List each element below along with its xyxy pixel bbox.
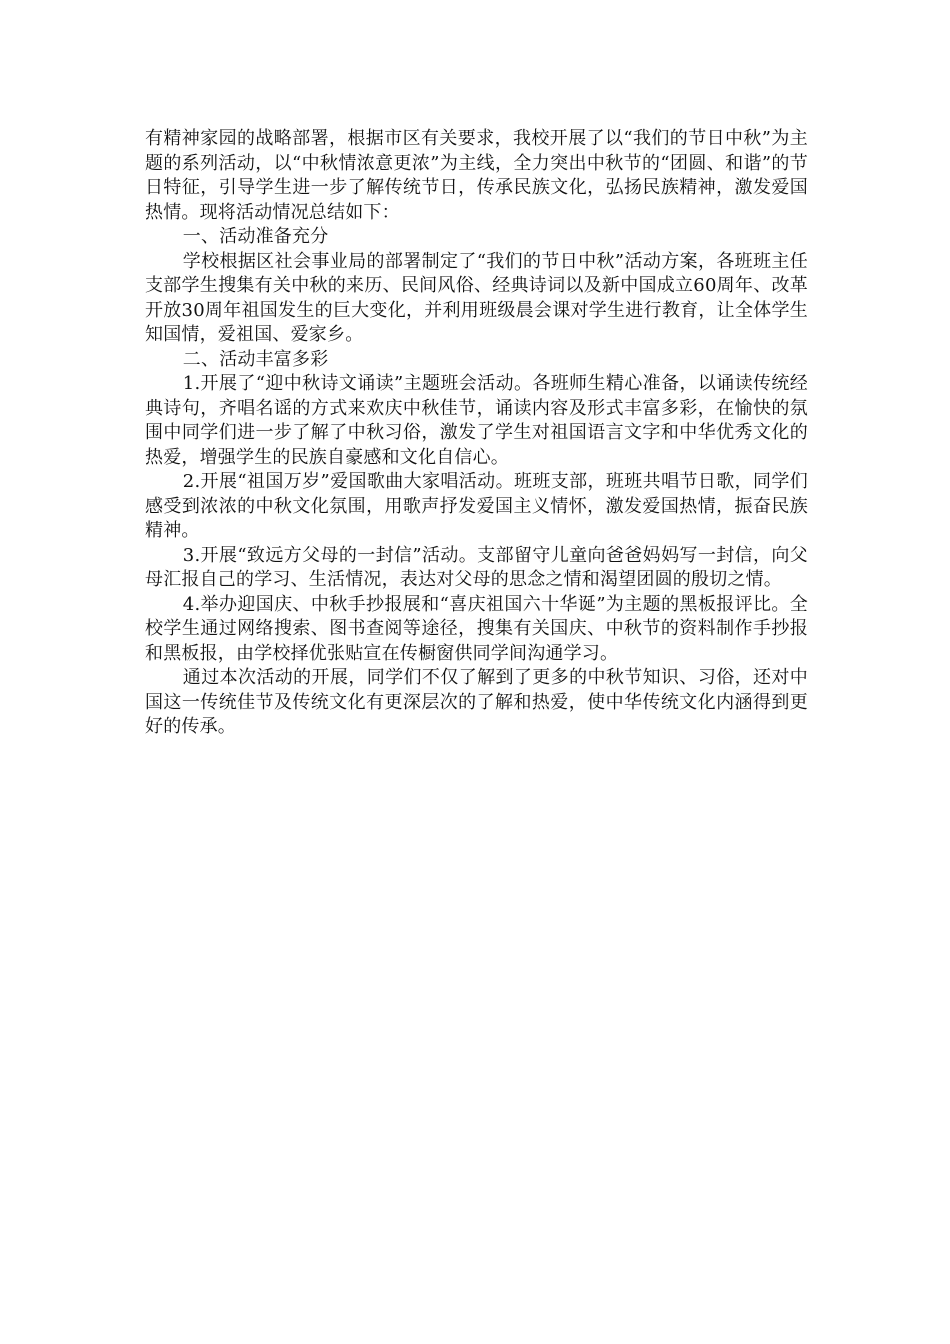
preparation-paragraph: 学校根据区社会事业局的部署制定了“我们的节日中秋”活动方案，各班班主任支部学生搜集有关中秋的来历、民间风俗、经典诗词以及新中国成立60周年、改革开放30周年祖国发生的巨大变化，并利用班级晨会课对学生进行教育，让全体学生知国情，爱祖国、爱家乡。 — [145, 250, 808, 345]
intro-paragraph: 有精神家园的战略部署，根据市区有关要求，我校开展了以“我们的节日中秋”为主题的系列活动，以“中秋情浓意更浓”为主线，全力突出中秋节的“团圆、和谐”的节日特征，引导学生进一步了解传统节日，传承民族文化，弘扬民族精神，激发爱国热情。现将活动情况总结如下： — [145, 128, 808, 223]
activity-item-4: 4.举办迎国庆、中秋手抄报展和“喜庆祖国六十华诞”为主题的黑板报评比。全校学生通过网络搜索、图书查阅等途径，搜集有关国庆、中秋节的资料制作手抄报和黑板报，由学校择优张贴宣在传橱窗供同学间沟通学习。 — [145, 593, 808, 664]
activity-item-2: 2.开展“祖国万岁”爱国歌曲大家唱活动。班班支部，班班共唱节日歌，同学们感受到浓浓的中秋文化氛围，用歌声抒发爱国主义情怀，激发爱国热情，振奋民族精神。 — [145, 471, 808, 541]
activity-item-1: 1.开展了“迎中秋诗文诵读”主题班会活动。各班师生精心准备，以诵读传统经典诗句，齐唱名谣的方式来欢庆中秋佳节，诵读内容及形式丰富多彩，在愉快的氛围中同学们进一步了解了中秋习俗，激发了学生对祖国语言文字和中华优秀文化的热爱，增强学生的民族自豪感和文化自信心。 — [145, 373, 808, 468]
conclusion-paragraph: 通过本次活动的开展，同学们不仅了解到了更多的中秋节知识、习俗，还对中国这一传统佳节及传统文化有更深层次的了解和热爱，使中华传统文化内涵得到更好的传承。 — [145, 667, 808, 737]
activity-item-3: 3.开展“致远方父母的一封信”活动。支部留守儿童向爸爸妈妈写一封信，向父母汇报自己的学习、生活情况，表达对父母的思念之情和渴望团圆的殷切之情。 — [145, 544, 808, 590]
section-heading-preparation: 一、活动准备充分 — [182, 226, 329, 247]
section-heading-activities: 二、活动丰富多彩 — [182, 348, 329, 370]
document-page — [145, 127, 808, 740]
